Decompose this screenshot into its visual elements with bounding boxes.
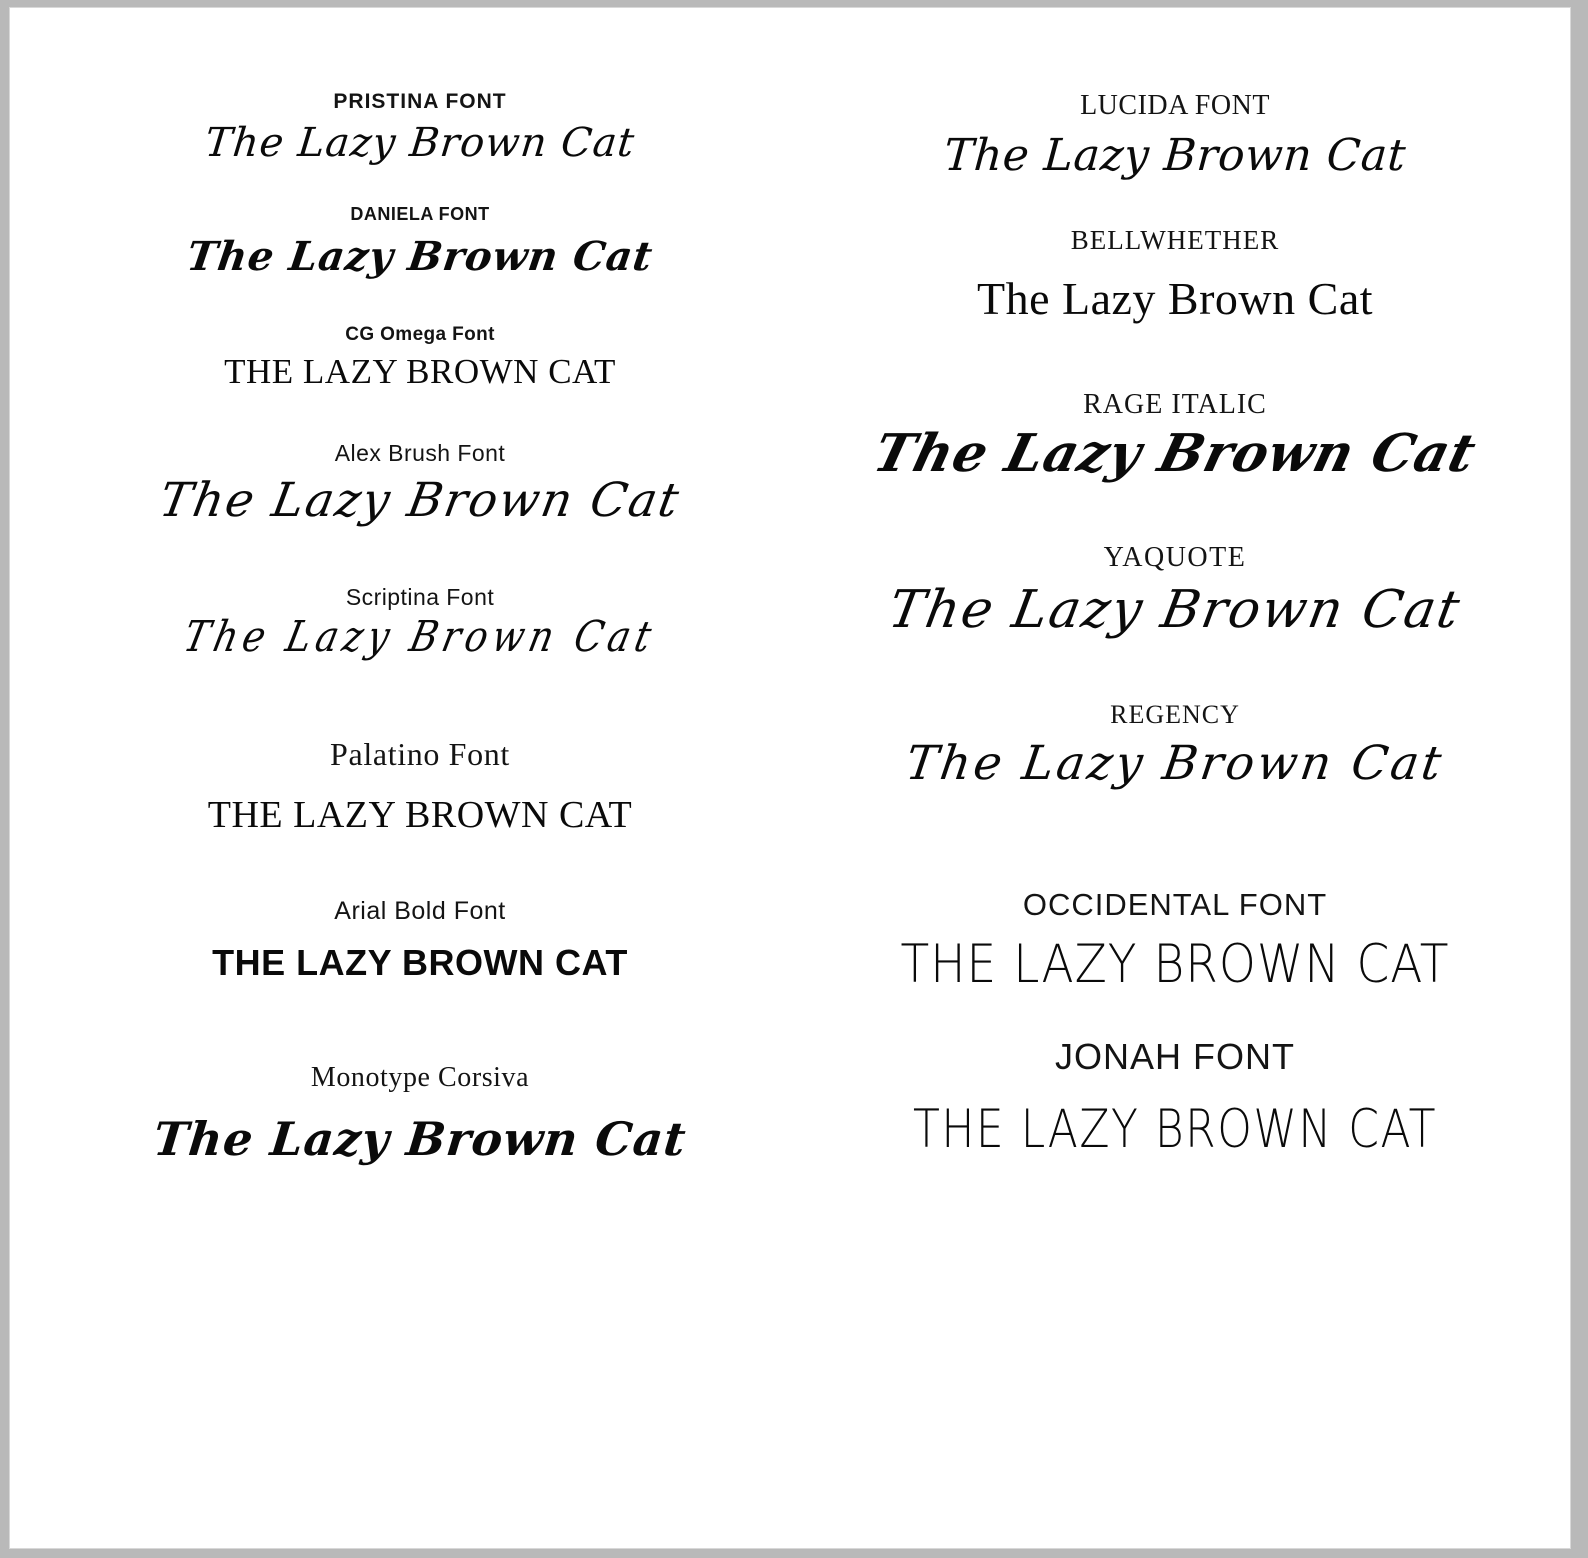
- font-sample-text: The Lazy Brown Cat: [976, 273, 1374, 324]
- font-sample-text: The Lazy Brown Cat: [183, 233, 656, 280]
- font-sample-cg-omega: [70, 324, 770, 392]
- font-name-label: CG Omega Font: [345, 324, 495, 345]
- font-specimen-page: [10, 8, 1570, 1548]
- font-sample-text: The Lazy Brown Cat: [942, 130, 1408, 181]
- font-name-label: Arial Bold Font: [334, 897, 506, 925]
- font-sample-text: THE LAZY BROWN CAT: [900, 933, 1450, 996]
- font-sample-bellwhether: [830, 225, 1520, 325]
- font-sample-arial-bold: [70, 897, 770, 984]
- specimen-columns: [10, 8, 1570, 1548]
- font-sample-daniela: [70, 204, 770, 280]
- font-sample-pristina: [70, 90, 770, 166]
- font-sample-alex-brush: [70, 440, 770, 528]
- font-sample-text: THE LAZY BROWN CAT: [224, 352, 616, 391]
- font-sample-rage-italic: [830, 389, 1520, 484]
- left-column: [10, 8, 810, 1548]
- font-sample-text: The Lazy Brown Cat: [902, 736, 1448, 791]
- font-sample-palatino: [70, 736, 770, 837]
- font-sample-text: THE LAZY BROWN CAT: [212, 942, 628, 983]
- font-name-label: JONAH FONT: [1055, 1036, 1295, 1077]
- font-sample-text: The Lazy Brown Cat: [202, 120, 638, 166]
- font-name-label: DANIELA FONT: [350, 204, 490, 224]
- font-name-label: Palatino Font: [330, 736, 510, 772]
- font-sample-text: The Lazy Brown Cat: [179, 611, 661, 662]
- font-name-label: Monotype Corsiva: [310, 1062, 530, 1093]
- font-name-label: Alex Brush Font: [334, 440, 506, 466]
- font-name-label: REGENCY: [1110, 700, 1240, 729]
- right-column: [810, 8, 1570, 1548]
- font-sample-regency: [830, 700, 1520, 791]
- font-name-label: YAQUOTE: [1103, 542, 1247, 573]
- font-sample-monotype-corsiva: [70, 1062, 770, 1166]
- font-sample-text: The Lazy Brown Cat: [150, 1112, 690, 1166]
- font-name-label: PRISTINA FONT: [333, 90, 507, 113]
- font-name-label: LUCIDA FONT: [1080, 90, 1270, 121]
- font-sample-yaquote: [830, 542, 1520, 640]
- font-sample-text: THE LAZY BROWN CAT: [912, 1098, 1438, 1161]
- font-name-label: RAGE ITALIC: [1083, 389, 1267, 420]
- font-sample-text: The Lazy Brown Cat: [884, 580, 1466, 640]
- font-sample-occidental: [830, 887, 1520, 996]
- font-name-label: BELLWHETHER: [1070, 225, 1280, 255]
- font-sample-text: The Lazy Brown Cat: [867, 423, 1483, 484]
- font-name-label: OCCIDENTAL FONT: [1022, 887, 1328, 922]
- font-sample-jonah: [830, 1036, 1520, 1161]
- font-sample-scriptina: [70, 584, 770, 662]
- font-name-label: Scriptina Font: [345, 584, 495, 610]
- font-sample-lucida: [830, 90, 1520, 181]
- font-sample-text: The Lazy Brown Cat: [155, 473, 685, 528]
- font-sample-text: THE LAZY BROWN CAT: [207, 794, 633, 836]
